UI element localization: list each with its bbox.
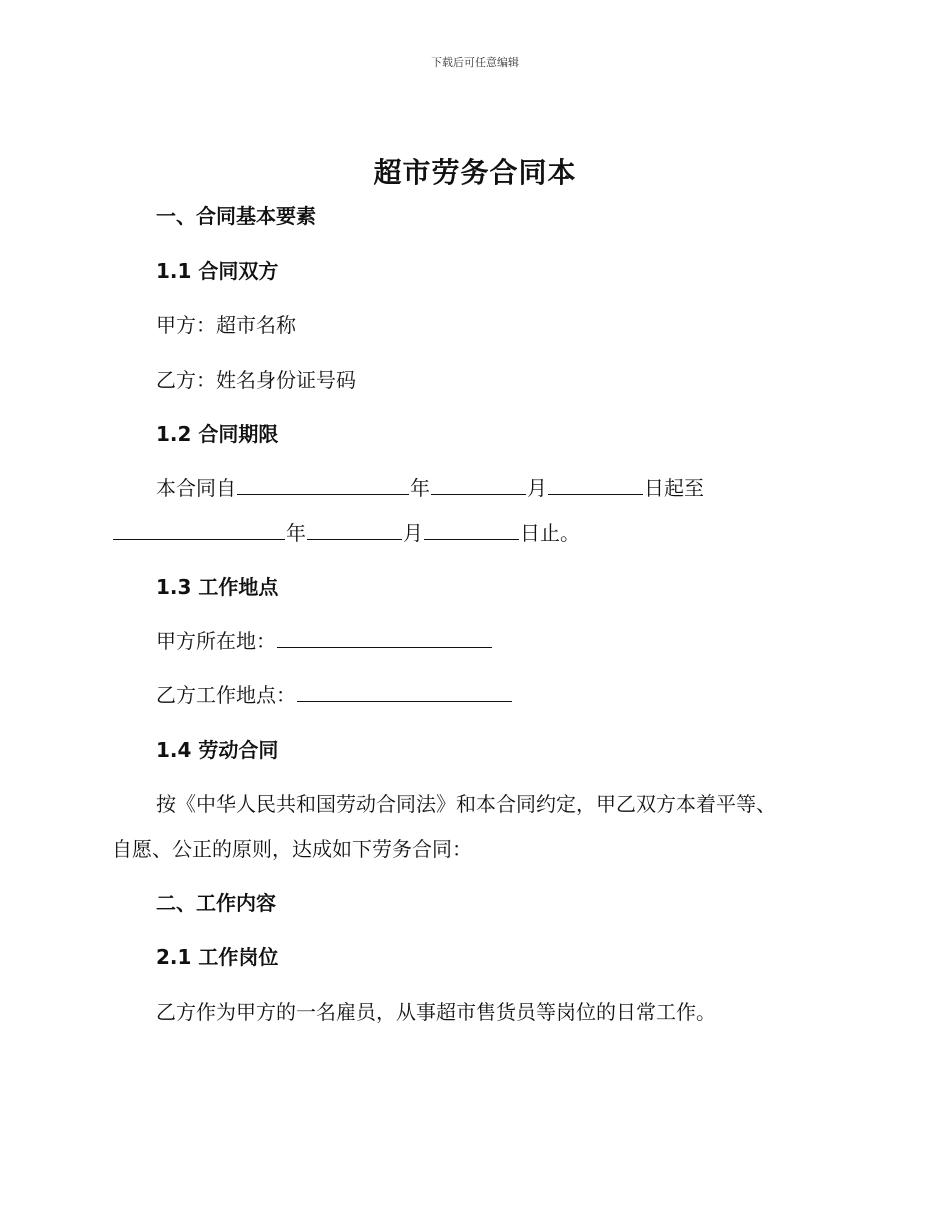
term-line-2 [112, 517, 580, 546]
start-day-blank[interactable] [548, 474, 643, 495]
party-b-location-blank[interactable] [297, 681, 512, 702]
term-from-prefix: 本合同自 [156, 476, 236, 500]
party-a-location-blank[interactable] [277, 627, 492, 648]
start-month-blank[interactable] [431, 474, 526, 495]
month-label: 月 [527, 476, 547, 500]
section-2-1-heading: 2.1 工作岗位 [156, 945, 279, 969]
section-2-heading: 二、工作内容 [156, 891, 276, 915]
party-b-location-line [156, 679, 513, 708]
party-a-location-label: 甲方所在地： [156, 629, 276, 653]
day-from-label: 日起至 [644, 476, 704, 500]
section-1-heading: 一、合同基本要素 [156, 204, 316, 228]
document-title: 超市劳务合同本 [373, 156, 577, 189]
labor-contract-para-line-2: 自愿、公正的原则，达成如下劳务合同： [112, 837, 472, 861]
labor-contract-para-line-1: 按《中华人民共和国劳动合同法》和本合同约定，甲乙双方本着平等、 [156, 792, 776, 816]
end-month-blank[interactable] [307, 519, 402, 540]
end-day-blank[interactable] [424, 519, 519, 540]
party-b-line: 乙方：姓名身份证号码 [156, 368, 356, 392]
section-1-3-heading: 1.3 工作地点 [156, 575, 279, 599]
party-b-location-label: 乙方工作地点： [156, 683, 296, 707]
section-1-4-heading: 1.4 劳动合同 [156, 738, 279, 762]
page-header-note: 下载后可任意编辑 [431, 56, 519, 69]
day-to-label: 日止。 [520, 521, 580, 545]
month-label-2: 月 [403, 521, 423, 545]
section-1-2-heading: 1.2 合同期限 [156, 422, 279, 446]
party-a-location-line [156, 625, 493, 654]
year-label: 年 [410, 476, 430, 500]
party-a-line: 甲方：超市名称 [156, 313, 296, 337]
job-position-para: 乙方作为甲方的一名雇员，从事超市售货员等岗位的日常工作。 [156, 1000, 716, 1024]
section-1-1-heading: 1.1 合同双方 [156, 259, 279, 283]
year-label-2: 年 [286, 521, 306, 545]
start-year-blank[interactable] [237, 474, 409, 495]
term-line-1 [156, 472, 704, 501]
end-year-blank[interactable] [113, 519, 285, 540]
